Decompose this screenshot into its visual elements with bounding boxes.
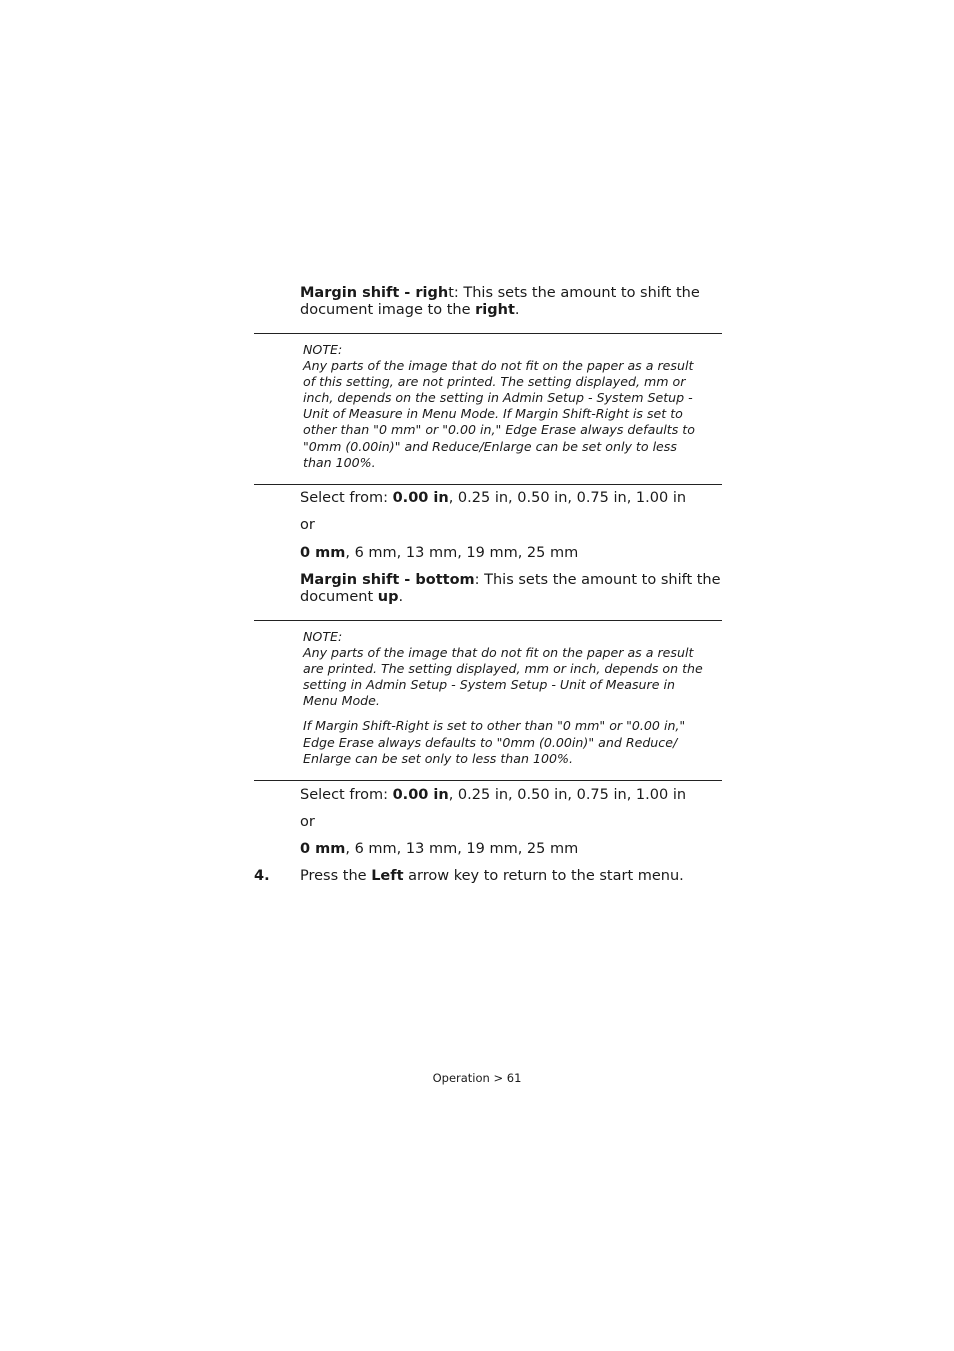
- or-text: or: [300, 814, 315, 830]
- note-box-2: [303, 629, 703, 767]
- heading-bold: Margin shift - bottom: [300, 572, 475, 588]
- select-inch-options: Select from: 0.00 in, 0.25 in, 0.50 in, 0.75 in, 1.00 in: [300, 490, 687, 506]
- note-bottom-rule: [254, 780, 722, 781]
- step-4-text: Press the Left arrow key to return to the start menu.: [300, 868, 684, 884]
- default-option: 0 mm: [300, 545, 346, 561]
- heading-text: : This sets the amount to shift the document: [300, 572, 721, 605]
- note-text: Any parts of the image that do not fit on the paper as a result are printed. The setting displayed, mm or inch, depends on the setting in Admin Setup - System Setup - Unit of Measure in Menu Mode.: [303, 645, 703, 709]
- heading-bold-keyword: up: [377, 589, 399, 605]
- default-option: 0.00 in: [392, 787, 449, 803]
- default-option: 0.00 in: [392, 490, 449, 506]
- select-mm-options: 0 mm, 6 mm, 13 mm, 19 mm, 25 mm: [300, 841, 579, 857]
- margin-shift-bottom-description: Margin shift - bottom: This sets the amount to shift the document up.: [300, 572, 721, 605]
- select-mm-options: 0 mm, 6 mm, 13 mm, 19 mm, 25 mm: [300, 545, 579, 561]
- heading-text: t: This sets the amount to shift the document image to the: [300, 285, 700, 318]
- note-top-rule: [254, 620, 722, 621]
- note-label: NOTE:: [303, 629, 343, 644]
- note-bottom-rule: [254, 484, 722, 485]
- default-option: 0 mm: [300, 841, 346, 857]
- note-top-rule: [254, 333, 722, 334]
- note-label: NOTE:: [303, 342, 343, 357]
- heading-bold: Margin shift - righ: [300, 285, 449, 301]
- margin-shift-right-description: Margin shift - right: This sets the amount to shift the document image to the right.: [300, 285, 700, 318]
- select-inch-options: Select from: 0.00 in, 0.25 in, 0.50 in, 0.75 in, 1.00 in: [300, 787, 687, 803]
- note-box-1: [303, 342, 703, 471]
- note-text: If Margin Shift-Right is set to other than "0 mm" or "0.00 in," Edge Erase always defaults to "0mm (0.00in)" and Reduce/ Enlarge can be set only to less than 100%.: [303, 718, 686, 766]
- note-text: Any parts of the image that do not fit on the paper as a result of this setting, are not printed. The setting displayed, mm or inch, depends on the setting in Admin Setup - System Setup - Unit of Measure in Menu Mode. If Margin Shift-Right is set to other than "0 mm" or "0.00 in," Edge Erase always defaults to "0mm (0.00in)" and Reduce/Enlarge can be set only to less than 100%.: [303, 358, 695, 470]
- heading-bold-keyword: right: [475, 302, 515, 318]
- step-number: 4.: [254, 868, 270, 884]
- or-text: or: [300, 517, 315, 533]
- page-footer: Operation > 61: [432, 1071, 522, 1085]
- key-name: Left: [371, 868, 404, 884]
